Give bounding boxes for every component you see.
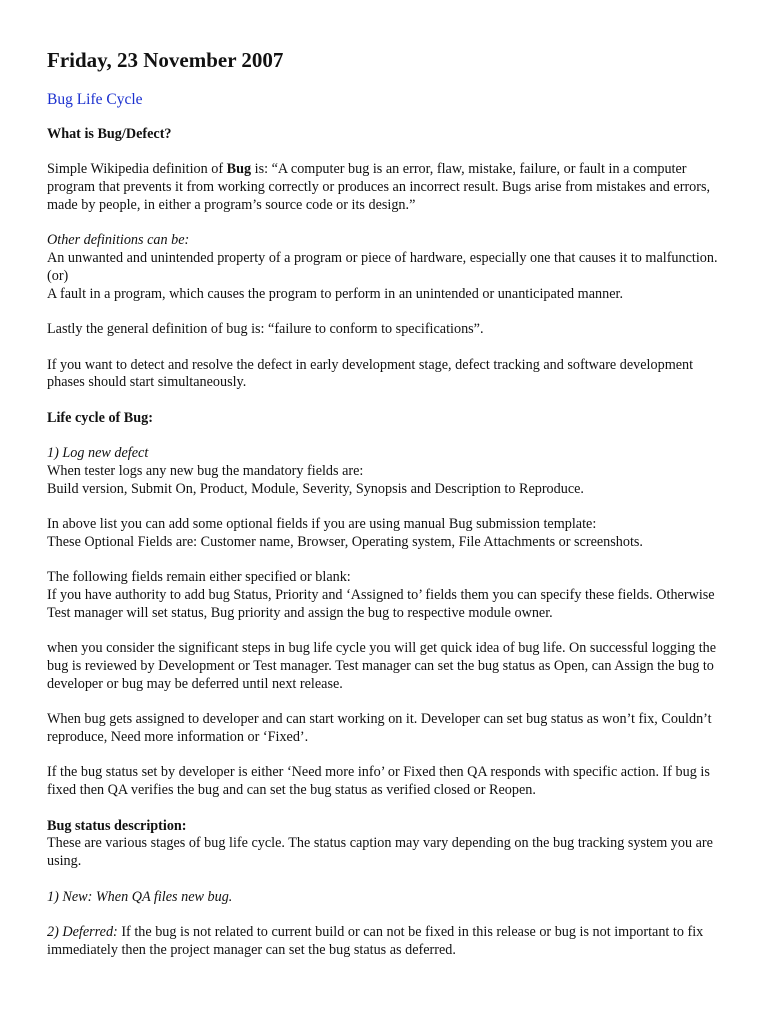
mandatory-fields-intro: When tester logs any new bug the mandatory fields are: bbox=[47, 462, 364, 479]
specified-fields-text: If you have authority to add bug Status, Priority and ‘Assigned to’ fields them you can specify these fields. Otherwise Test manager will set status, Bug priority and assign the bug to respective module owner. bbox=[47, 587, 715, 621]
log-new-defect-heading: 1) Log new defect bbox=[47, 445, 149, 462]
optional-fields-paragraph bbox=[47, 516, 720, 552]
deferred-status-text: If the bug is not related to current build or can not be fixed in this release or bug is not important to fix immediately then the project manager can set the bug status as deferred. bbox=[47, 924, 704, 958]
definition-two: A fault in a program, which causes the program to perform in an unintended or unanticipated manner. bbox=[47, 285, 623, 302]
optional-fields-list: These Optional Fields are: Customer name, Browser, Operating system, File Attachments or screenshots. bbox=[47, 533, 643, 550]
wiki-definition-text: is: “A computer bug is an error, flaw, mistake, failure, or fault in a computer program that prevents it from working correctly or produces an incorrect result. Bugs arise from mistakes and errors, made by people, in either a program’s source code or its design.” bbox=[47, 161, 711, 213]
new-status-item: 1) New: When QA files new bug. bbox=[47, 888, 233, 905]
status-description-text: These are various stages of bug life cycle. The status caption may vary depending on the bug tracking system you are using. bbox=[47, 835, 713, 870]
post-title-link[interactable]: Bug Life Cycle bbox=[47, 91, 143, 108]
lifecycle-heading: Life cycle of Bug: bbox=[47, 409, 153, 426]
significant-steps-paragraph: when you consider the significant steps in bug life cycle you will get quick idea of bug life. On successful logging the bug is reviewed by Development or Test manager. Test manager can set the bug status as Open, can Assign the bug to developer or bug may be deferred until next release. bbox=[47, 640, 717, 692]
specified-fields-intro: The following fields remain either specified or blank: bbox=[47, 569, 351, 586]
mandatory-fields-list: Build version, Submit On, Product, Module, Severity, Synopsis and Description to Reproduce. bbox=[47, 480, 584, 497]
status-description-heading: Bug status description: bbox=[47, 817, 187, 834]
bug-defect-heading: What is Bug/Defect? bbox=[47, 126, 172, 142]
date-header: Friday, 23 November 2007 bbox=[47, 48, 284, 72]
detect-defect-paragraph: If you want to detect and resolve the defect in early development stage, defect tracking and software development phases should start simultaneously. bbox=[47, 356, 694, 391]
optional-fields-intro: In above list you can add some optional fields if you are using manual Bug submission template: bbox=[47, 516, 597, 533]
general-definition-paragraph: Lastly the general definition of bug is: “failure to conform to specifications”. bbox=[47, 321, 484, 338]
definition-one: An unwanted and unintended property of a program or piece of hardware, especially one that causes it to malfunction. bbox=[47, 250, 718, 267]
other-definitions-paragraph bbox=[47, 232, 720, 303]
wikipedia-definition-paragraph bbox=[47, 161, 720, 214]
deferred-status-item bbox=[47, 924, 720, 960]
assigned-developer-paragraph: When bug gets assigned to developer and can start working on it. Developer can set bug status as won’t fix, Couldn’t reproduce, Need more information or ‘Fixed’. bbox=[47, 711, 712, 746]
log-new-defect-paragraph bbox=[47, 445, 720, 498]
status-description-paragraph bbox=[47, 818, 720, 871]
deferred-status-label: 2) Deferred: bbox=[47, 924, 118, 941]
wiki-intro-text: Simple Wikipedia definition of bbox=[47, 161, 227, 178]
or-separator: (or) bbox=[47, 267, 69, 284]
specified-fields-paragraph bbox=[47, 569, 720, 622]
other-definitions-heading: Other definitions can be: bbox=[47, 232, 190, 249]
qa-response-paragraph: If the bug status set by developer is either ‘Need more info’ or Fixed then QA responds with specific action. If bug is fixed then QA verifies the bug and can set the bug status as verified closed or Reopen. bbox=[47, 764, 710, 799]
bug-bold-term: Bug bbox=[226, 161, 252, 178]
